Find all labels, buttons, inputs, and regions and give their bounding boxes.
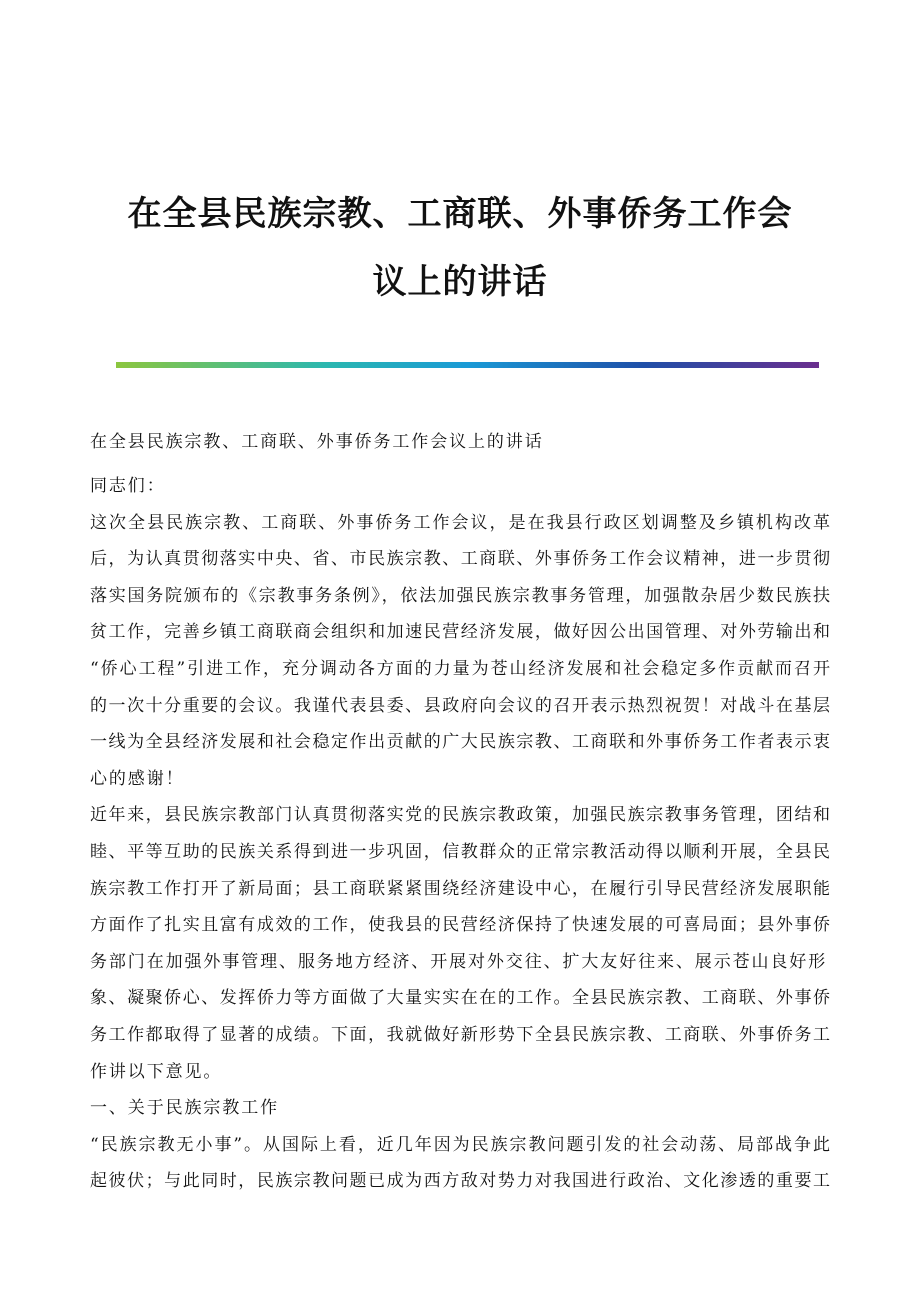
body-text-line: 这次全县民族宗教、工商联、外事侨务工作会议，是在我县行政区划调整及乡镇机构改革 bbox=[90, 512, 830, 533]
body-text-line: 的一次十分重要的会议。我谨代表县委、县政府向会议的召开表示热烈祝贺！对战斗在基层 bbox=[90, 695, 830, 716]
body-text-line: 象、凝聚侨心、发挥侨力等方面做了大量实实在在的工作。全县民族宗教、工商联、外事侨 bbox=[90, 988, 830, 1009]
title-divider-gradient-bar bbox=[116, 362, 819, 368]
body-text-line: 睦、平等互助的民族关系得到进一步巩固，信教群众的正常宗教活动得以顺利开展，全县民 bbox=[90, 841, 830, 862]
document-title-line-1: 在全县民族宗教、工商联、外事侨务工作会 bbox=[127, 194, 793, 234]
section-heading: 一、关于民族宗教工作 bbox=[90, 1098, 279, 1119]
body-text-line: 同志们： bbox=[90, 476, 166, 496]
document-subtitle: 在全县民族宗教、工商联、外事侨务工作会议上的讲话 bbox=[90, 432, 544, 452]
body-text-line: 方面作了扎实且富有成效的工作，使我县的民营经济保持了快速发展的可喜局面；县外事侨 bbox=[90, 915, 830, 936]
body-text-line: 贫工作，完善乡镇工商联商会组织和加速民营经济发展，做好因公出国管理、对外劳输出和 bbox=[90, 622, 830, 643]
body-text-line: 近年来，县民族宗教部门认真贯彻落实党的民族宗教政策，加强民族宗教事务管理，团结和 bbox=[90, 805, 830, 826]
body-text-line: “民族宗教无小事”。从国际上看，近几年因为民族宗教问题引发的社会动荡、局部战争此 bbox=[90, 1134, 830, 1155]
body-text-line: 起彼伏；与此同时，民族宗教问题已成为西方敌对势力对我国进行政治、文化渗透的重要工 bbox=[90, 1171, 830, 1192]
body-text-line: 心的感谢！ bbox=[90, 768, 185, 789]
body-text-line: 后，为认真贯彻落实中央、省、市民族宗教、工商联、外事侨务工作会议精神，进一步贯彻 bbox=[90, 549, 830, 570]
body-text-line: 作讲以下意见。 bbox=[90, 1061, 223, 1082]
body-text-line: “侨心工程”引进工作，充分调动各方面的力量为苍山经济发展和社会稳定多作贡献而召开 bbox=[90, 658, 830, 679]
body-text-line: 落实国务院颁布的《宗教事务条例》，依法加强民族宗教事务管理，加强散杂居少数民族扶 bbox=[90, 585, 830, 606]
document-title-line-2: 议上的讲话 bbox=[372, 262, 548, 302]
body-text-line: 务部门在加强外事管理、服务地方经济、开展对外交往、扩大友好往来、展示苍山良好形 bbox=[90, 951, 828, 972]
body-text-line: 务工作都取得了显著的成绩。下面，我就做好新形势下全县民族宗教、工商联、外事侨务工 bbox=[90, 1024, 830, 1045]
body-text-line: 族宗教工作打开了新局面；县工商联紧紧围绕经济建设中心，在履行引导民营经济发展职能 bbox=[90, 878, 830, 899]
document-body bbox=[90, 430, 830, 1206]
body-text-line: 一线为全县经济发展和社会稳定作出贡献的广大民族宗教、工商联和外事侨务工作者表示衷 bbox=[90, 732, 830, 753]
